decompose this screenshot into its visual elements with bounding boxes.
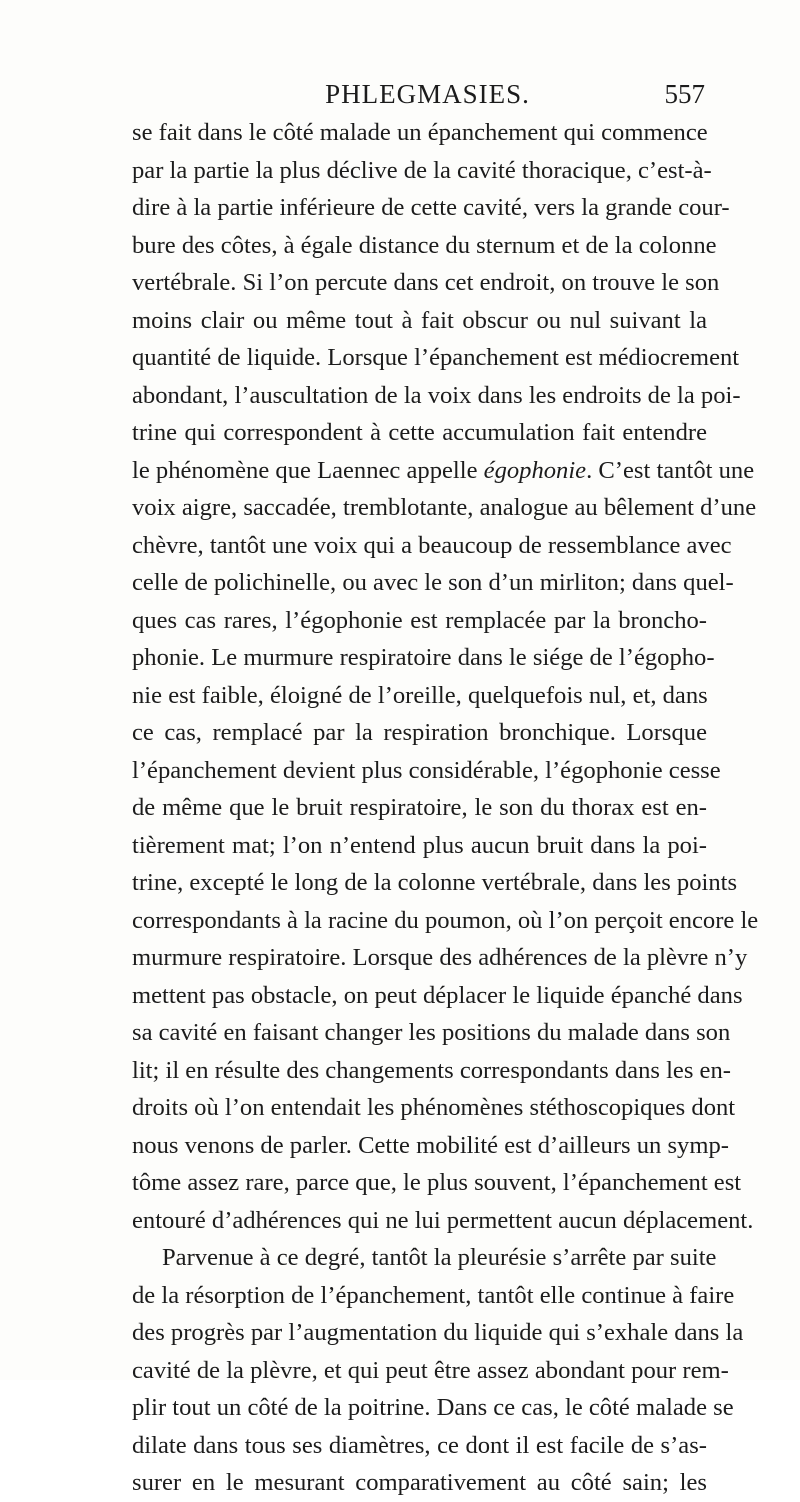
text-line: dilate dans tous ses diamètres, ce dont il est facile de s’as- [132,1431,707,1459]
text-line: voix aigre, saccadée, tremblotante, analogue au bêlement d’une [132,494,757,521]
text-line: de la résorption de l’épanchement, tantôt elle continue à faire [132,1281,735,1309]
text-line: sa cavité en faisant changer les positions du malade dans son [132,1019,731,1046]
running-title: PHLEGMASIES. [325,79,530,109]
text-line: se fait dans le côté malade un épanchement qui commence [132,119,708,146]
text-line: murmure respiratoire. Lorsque des adhérences de la plèvre n’y [132,944,748,971]
italic-term: égophonie [483,456,587,484]
text-line: ce cas, remplacé par la respiration bronchique. Lorsque [132,719,707,746]
text-line: ques cas rares, l’égophonie est remplacée par la broncho- [132,606,707,634]
text-line: tôme assez rare, parce que, le plus souvent, l’épanchement est [132,1169,742,1196]
text-line: dire à la partie inférieure de cette cavité, vers la grande cour- [132,194,730,221]
text-line: vertébrale. Si l’on percute dans cet endroit, on trouve le son [132,269,720,296]
body-text [132,114,759,1502]
text-line [132,452,755,490]
page-header [150,76,705,112]
text-line: chèvre, tantôt une voix qui a beaucoup de ressemblance avec [132,531,732,559]
text-segment: . C’est tantôt une [586,456,755,484]
text-line: correspondants à la racine du poumon, où l’on perçoit encore le [132,906,759,934]
text-line: abondant, l’auscultation de la voix dans les endroits de la poi- [132,381,741,409]
text-line: surer en le mesurant comparativement au côté sain; les [132,1469,707,1496]
text-line: nie est faible, éloigné de l’oreille, quelquefois nul, et, dans [132,681,708,709]
text-line: moins clair ou même tout à fait obscur ou nul suivant la [132,306,707,334]
page-number: 557 [664,79,705,109]
text-line: l’épanchement devient plus considérable, l’égophonie cesse [132,756,721,784]
text-line: lit; il en résulte des changements correspondants dans les en- [132,1056,731,1084]
text-line: nous venons de parler. Cette mobilité est d’ailleurs un symp- [132,1131,729,1159]
text-line: de même que le bruit respiratoire, le son du thorax est en- [132,794,707,821]
text-line: par la partie la plus déclive de la cavité thoracique, c’est-à- [132,156,712,184]
text-line: trine qui correspondent à cette accumulation fait entendre [132,419,707,446]
text-line: entouré d’adhérences qui ne lui permettent aucun déplacement. [132,1206,754,1234]
text-line: celle de polichinelle, ou avec le son d’un mirliton; dans quel- [132,569,734,596]
text-line: trine, excepté le long de la colonne vertébrale, dans les points [132,869,738,896]
text-segment: le phénomène que Laennec appelle [132,456,484,484]
text-line: droits où l’on entendait les phénomènes stéthoscopiques dont [132,1094,736,1121]
text-line: quantité de liquide. Lorsque l’épanchement est médiocrement [132,344,740,371]
text-line: mettent pas obstacle, on peut déplacer le liquide épanché dans [132,981,743,1009]
text-line: tièrement mat; l’on n’entend plus aucun bruit dans la poi- [132,831,707,859]
text-line: bure des côtes, à égale distance du sternum et de la colonne [132,231,717,259]
text-line: des progrès par l’augmentation du liquide qui s’exhale dans la [132,1319,744,1346]
text-line: phonie. Le murmure respiratoire dans le siége de l’égopho- [132,644,715,671]
text-line: plir tout un côté de la poitrine. Dans ce cas, le côté malade se [132,1394,734,1421]
text-line: cavité de la plèvre, et qui peut être assez abondant pour rem- [132,1356,729,1384]
text-line: Parvenue à ce degré, tantôt la pleurésie s’arrête par suite [162,1244,717,1271]
